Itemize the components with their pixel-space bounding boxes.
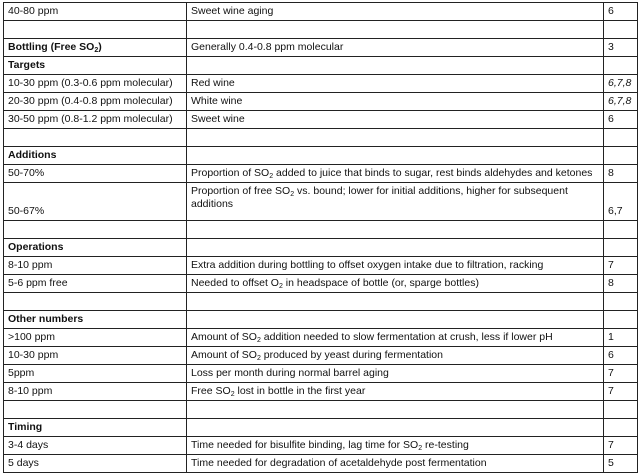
reference-cell: 8 bbox=[604, 165, 638, 183]
table-row bbox=[4, 165, 638, 183]
blank-row bbox=[4, 129, 638, 147]
reference-cell: 1 bbox=[604, 329, 638, 347]
description-cell: Free $SO_2$ lost in bottle in the first year bbox=[187, 383, 604, 401]
value-cell: 8-10 ppm bbox=[4, 383, 187, 401]
blank-row bbox=[4, 401, 638, 419]
reference-cell bbox=[604, 57, 638, 75]
description-cell bbox=[187, 293, 604, 311]
table-row bbox=[4, 329, 638, 347]
description-cell: Sweet wine bbox=[187, 111, 604, 129]
description-cell: Sweet wine aging bbox=[187, 3, 604, 21]
description-cell: White wine bbox=[187, 93, 604, 111]
value-cell: Bottling (Free $SO_2$) bbox=[4, 39, 187, 57]
reference-cell bbox=[604, 147, 638, 165]
value-cell: Targets bbox=[4, 57, 187, 75]
description-cell bbox=[187, 129, 604, 147]
reference-cell bbox=[604, 221, 638, 239]
table-row bbox=[4, 111, 638, 129]
table-row bbox=[4, 39, 638, 57]
value-cell: Operations bbox=[4, 239, 187, 257]
reference-cell: 7 bbox=[604, 383, 638, 401]
value-cell: 5ppm bbox=[4, 365, 187, 383]
table-row bbox=[4, 257, 638, 275]
value-cell: >100 ppm bbox=[4, 329, 187, 347]
blank-row bbox=[4, 221, 638, 239]
description-cell: Amount of $SO_2$ produced by yeast during fermentation bbox=[187, 347, 604, 365]
value-cell: 40-80 ppm bbox=[4, 3, 187, 21]
table-row bbox=[4, 75, 638, 93]
description-cell bbox=[187, 147, 604, 165]
reference-cell: 6 bbox=[604, 3, 638, 21]
reference-cell bbox=[604, 129, 638, 147]
value-cell: Timing bbox=[4, 419, 187, 437]
value-cell: 10-30 ppm bbox=[4, 347, 187, 365]
reference-cell bbox=[604, 311, 638, 329]
description-cell: Time needed for bisulfite binding, lag time for $SO_2$ re-testing bbox=[187, 437, 604, 455]
table-body bbox=[4, 3, 638, 473]
value-cell: 8-10 ppm bbox=[4, 257, 187, 275]
section-header-row bbox=[4, 57, 638, 75]
table-row bbox=[4, 383, 638, 401]
section-header-row bbox=[4, 419, 638, 437]
reference-cell: 7 bbox=[604, 365, 638, 383]
table-row bbox=[4, 365, 638, 383]
value-cell: Additions bbox=[4, 147, 187, 165]
value-cell: 20-30 ppm (0.4-0.8 ppm molecular) bbox=[4, 93, 187, 111]
reference-cell: 6 bbox=[604, 347, 638, 365]
table-row bbox=[4, 3, 638, 21]
reference-cell bbox=[604, 401, 638, 419]
value-cell: 30-50 ppm (0.8-1.2 ppm molecular) bbox=[4, 111, 187, 129]
reference-cell bbox=[604, 21, 638, 39]
reference-cell: 7 bbox=[604, 257, 638, 275]
reference-cell: 6,7 bbox=[604, 183, 638, 221]
value-cell: 50-70% bbox=[4, 165, 187, 183]
blank-row bbox=[4, 21, 638, 39]
reference-cell: 6,7,8 bbox=[604, 93, 638, 111]
description-cell bbox=[187, 239, 604, 257]
description-cell: Proportion of $SO_2$ added to juice that binds to sugar, rest binds aldehydes and ketones bbox=[187, 165, 604, 183]
section-header-row bbox=[4, 239, 638, 257]
section-header-row bbox=[4, 147, 638, 165]
table-row bbox=[4, 347, 638, 365]
value-cell: Other numbers bbox=[4, 311, 187, 329]
reference-cell: 6 bbox=[604, 111, 638, 129]
reference-cell: 5 bbox=[604, 455, 638, 473]
description-cell bbox=[187, 21, 604, 39]
reference-cell bbox=[604, 293, 638, 311]
description-cell: Extra addition during bottling to offset oxygen intake due to filtration, racking bbox=[187, 257, 604, 275]
reference-cell: 6,7,8 bbox=[604, 75, 638, 93]
blank-row bbox=[4, 293, 638, 311]
value-cell: 50-67% bbox=[4, 183, 187, 221]
description-cell bbox=[187, 311, 604, 329]
section-header-row bbox=[4, 311, 638, 329]
table-row bbox=[4, 455, 638, 473]
value-cell bbox=[4, 401, 187, 419]
reference-cell: 8 bbox=[604, 275, 638, 293]
reference-cell: 7 bbox=[604, 437, 638, 455]
description-cell: Generally 0.4-0.8 ppm molecular bbox=[187, 39, 604, 57]
reference-cell bbox=[604, 239, 638, 257]
reference-cell bbox=[604, 419, 638, 437]
so2-reference-table bbox=[3, 2, 638, 473]
description-cell: Amount of $SO_2$ addition needed to slow fermentation at crush, less if lower pH bbox=[187, 329, 604, 347]
value-cell bbox=[4, 221, 187, 239]
value-cell: 5 days bbox=[4, 455, 187, 473]
description-cell: Red wine bbox=[187, 75, 604, 93]
description-cell bbox=[187, 401, 604, 419]
description-cell: Needed to offset $O_2$ in headspace of bottle (or, sparge bottles) bbox=[187, 275, 604, 293]
value-cell: 5-6 ppm free bbox=[4, 275, 187, 293]
description-cell: Time needed for degradation of acetaldehyde post fermentation bbox=[187, 455, 604, 473]
value-cell: 3-4 days bbox=[4, 437, 187, 455]
value-cell: 10-30 ppm (0.3-0.6 ppm molecular) bbox=[4, 75, 187, 93]
value-cell bbox=[4, 293, 187, 311]
table-row bbox=[4, 437, 638, 455]
table-row bbox=[4, 93, 638, 111]
value-cell bbox=[4, 129, 187, 147]
description-cell bbox=[187, 221, 604, 239]
description-cell bbox=[187, 419, 604, 437]
reference-cell: 3 bbox=[604, 39, 638, 57]
table-row bbox=[4, 183, 638, 221]
description-cell: Proportion of free $SO_2$ vs. bound; lower for initial additions, higher for subsequent additions bbox=[187, 183, 604, 221]
description-cell: Loss per month during normal barrel aging bbox=[187, 365, 604, 383]
description-cell bbox=[187, 57, 604, 75]
table-row bbox=[4, 275, 638, 293]
value-cell bbox=[4, 21, 187, 39]
